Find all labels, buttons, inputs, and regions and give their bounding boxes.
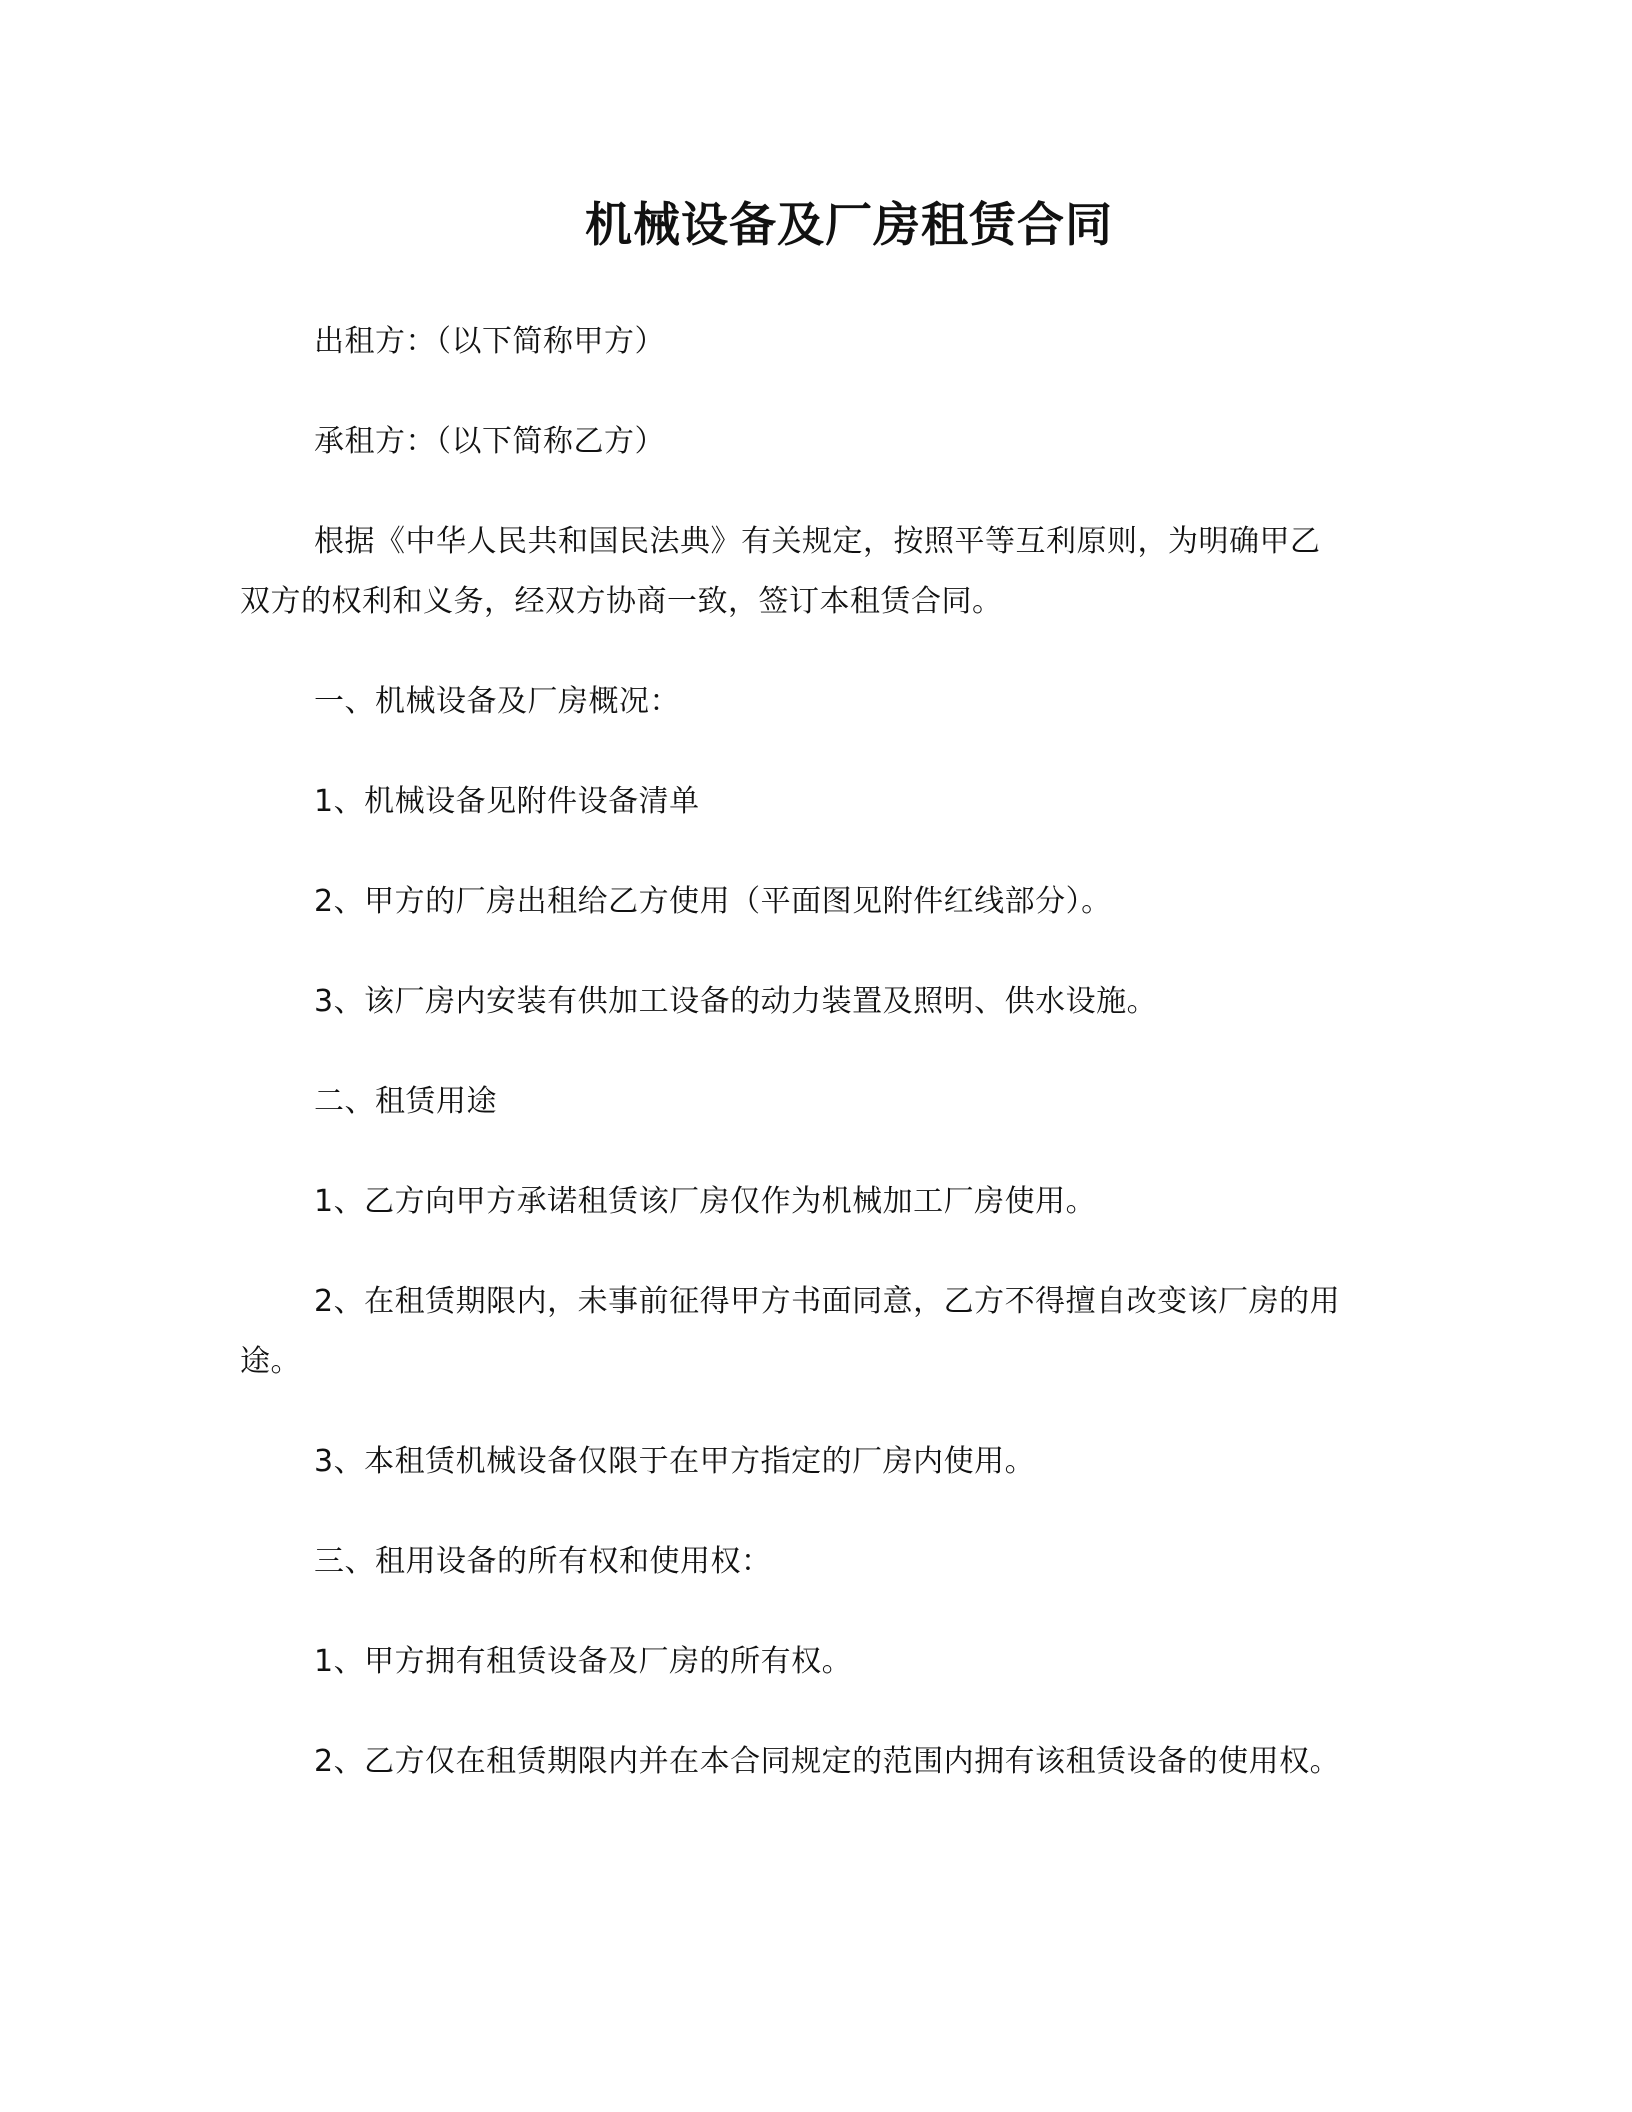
section-2-item-2: 2、在租赁期限内，未事前征得甲方书面同意，乙方不得擅自改变该厂房的用 [314, 1284, 1341, 1319]
preamble-line-1: 根据《中华人民共和国民法典》有关规定，按照平等互利原则，为明确甲乙 [314, 524, 1321, 559]
section-2-item-3: 3、本租赁机械设备仅限于在甲方指定的厂房内使用。 [314, 1444, 1036, 1479]
preamble-line-2: 双方的权利和义务，经双方协商一致，签订本租赁合同。 [240, 584, 1003, 619]
section-heading-2: 二、租赁用途 [314, 1084, 497, 1119]
section-heading-1: 一、机械设备及厂房概况： [314, 684, 680, 719]
lessor-line: 出租方：（以下简称甲方） [314, 324, 665, 359]
lessee-line: 承租方：（以下简称乙方） [314, 424, 665, 459]
section-1-item-1: 1、机械设备见附件设备清单 [314, 784, 700, 819]
section-1-item-2: 2、甲方的厂房出租给乙方使用（平面图见附件红线部分）。 [314, 884, 1112, 919]
section-2-item-2-continued: 途。 [240, 1344, 301, 1379]
section-2-item-1: 1、乙方向甲方承诺租赁该厂房仅作为机械加工厂房使用。 [314, 1184, 1097, 1219]
document-title: 机械设备及厂房租赁合同 [585, 198, 1113, 253]
section-3-item-2: 2、乙方仅在租赁期限内并在本合同规定的范围内拥有该租赁设备的使用权。 [314, 1744, 1341, 1779]
section-1-item-3: 3、该厂房内安装有供加工设备的动力装置及照明、供水设施。 [314, 984, 1158, 1019]
section-heading-3: 三、租用设备的所有权和使用权： [314, 1544, 772, 1579]
section-3-item-1: 1、甲方拥有租赁设备及厂房的所有权。 [314, 1644, 853, 1679]
